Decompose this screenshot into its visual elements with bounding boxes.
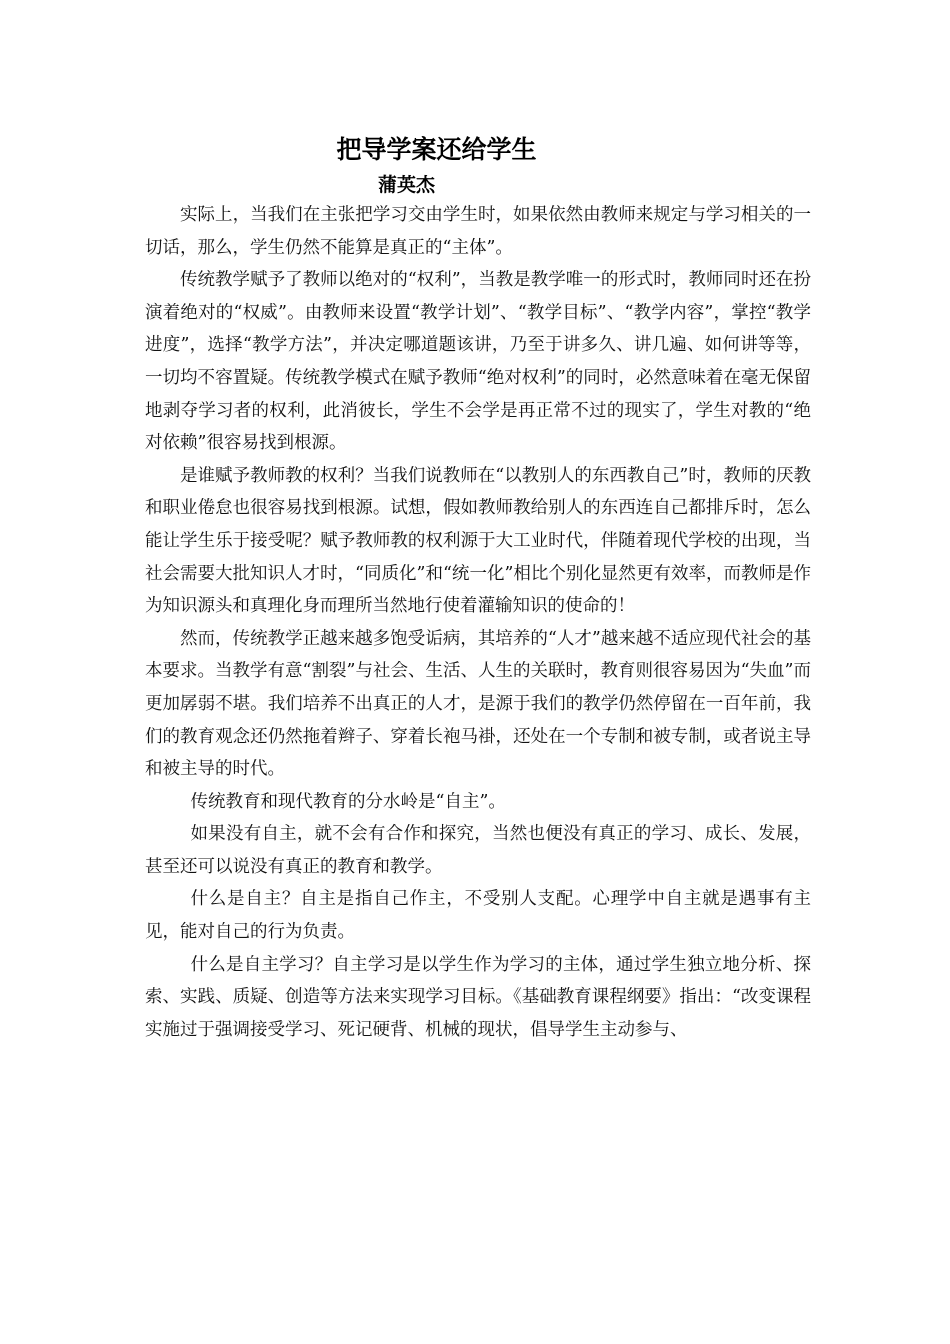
paragraph: 什么是自主学习？自主学习是以学生作为学习的主体，通过学生独立地分析、探索、实践、质疑、创造等方法来实现学习目标。《基础教育课程纲要》指出：“改变课程实施过于强调接受学习、死记硬背、机械的现状，倡导学生主动参与、	[145, 954, 811, 1040]
paragraph: 实际上，当我们在主张把学习交由学生时，如果依然由教师来规定与学习相关的一切话，那么，学生仍然不能算是真正的“主体”。	[145, 205, 811, 258]
article-body	[145, 199, 811, 1046]
paragraph: 是谁赋予教师教的权利？当我们说教师在“以教别人的东西教自己”时，教师的厌教和职业倦怠也很容易找到根源。试想，假如教师教给别人的东西连自己都排斥时，怎么能让学生乐于接受呢？赋予教师教的权利源于大工业时代，伴随着现代学校的出现，当社会需要大批知识人才时，“同质化”和“统一化”相比个别化显然更有效率，而教师是作为知识源头和真理化身而理所当然地行使着灌输知识的使命的！	[145, 465, 811, 617]
paragraph: 什么是自主？自主是指自己作主，不受别人支配。心理学中自主就是遇事有主见，能对自己的行为负责。	[145, 889, 811, 943]
paragraph: 传统教学赋予了教师以绝对的“权利”，当教是教学唯一的形式时，教师同时还在扮演着绝对的“权威”。由教师来设置“教学计划”、“教学目标”、“教学内容”，掌控“教学进度”，选择“教学方法”，并决定哪道题该讲，乃至于讲多久、讲几遍、如何讲等等，一切均不容置疑。传统教学模式在赋予教师“绝对权利”的同时，必然意味着在毫无保留地剥夺学习者的权利，此消彼长，学生不会学是再正常不过的现实了，学生对教的“绝对依赖”很容易找到根源。	[145, 270, 811, 454]
paragraph: 然而，传统教学正越来越多饱受诟病，其培养的“人才”越来越不适应现代社会的基本要求。当教学有意“割裂”与社会、生活、人生的关联时，教育则很容易因为“失血”而更加孱弱不堪。我们培养不出真正的人才，是源于我们的教学仍然停留在一百年前，我们的教育观念还仍然拖着辫子、穿着长袍马褂，还处在一个专制和被专制，或者说主导和被主导的时代。	[145, 628, 811, 780]
paragraph: 传统教育和现代教育的分水岭是“自主”。	[190, 791, 506, 812]
author-name: 蒲英杰	[378, 174, 436, 196]
paragraph: 如果没有自主，就不会有合作和探究，当然也便没有真正的学习、成长、发展，甚至还可以说没有真正的教育和教学。	[145, 824, 811, 877]
page-title: 把导学案还给学生	[336, 135, 537, 164]
